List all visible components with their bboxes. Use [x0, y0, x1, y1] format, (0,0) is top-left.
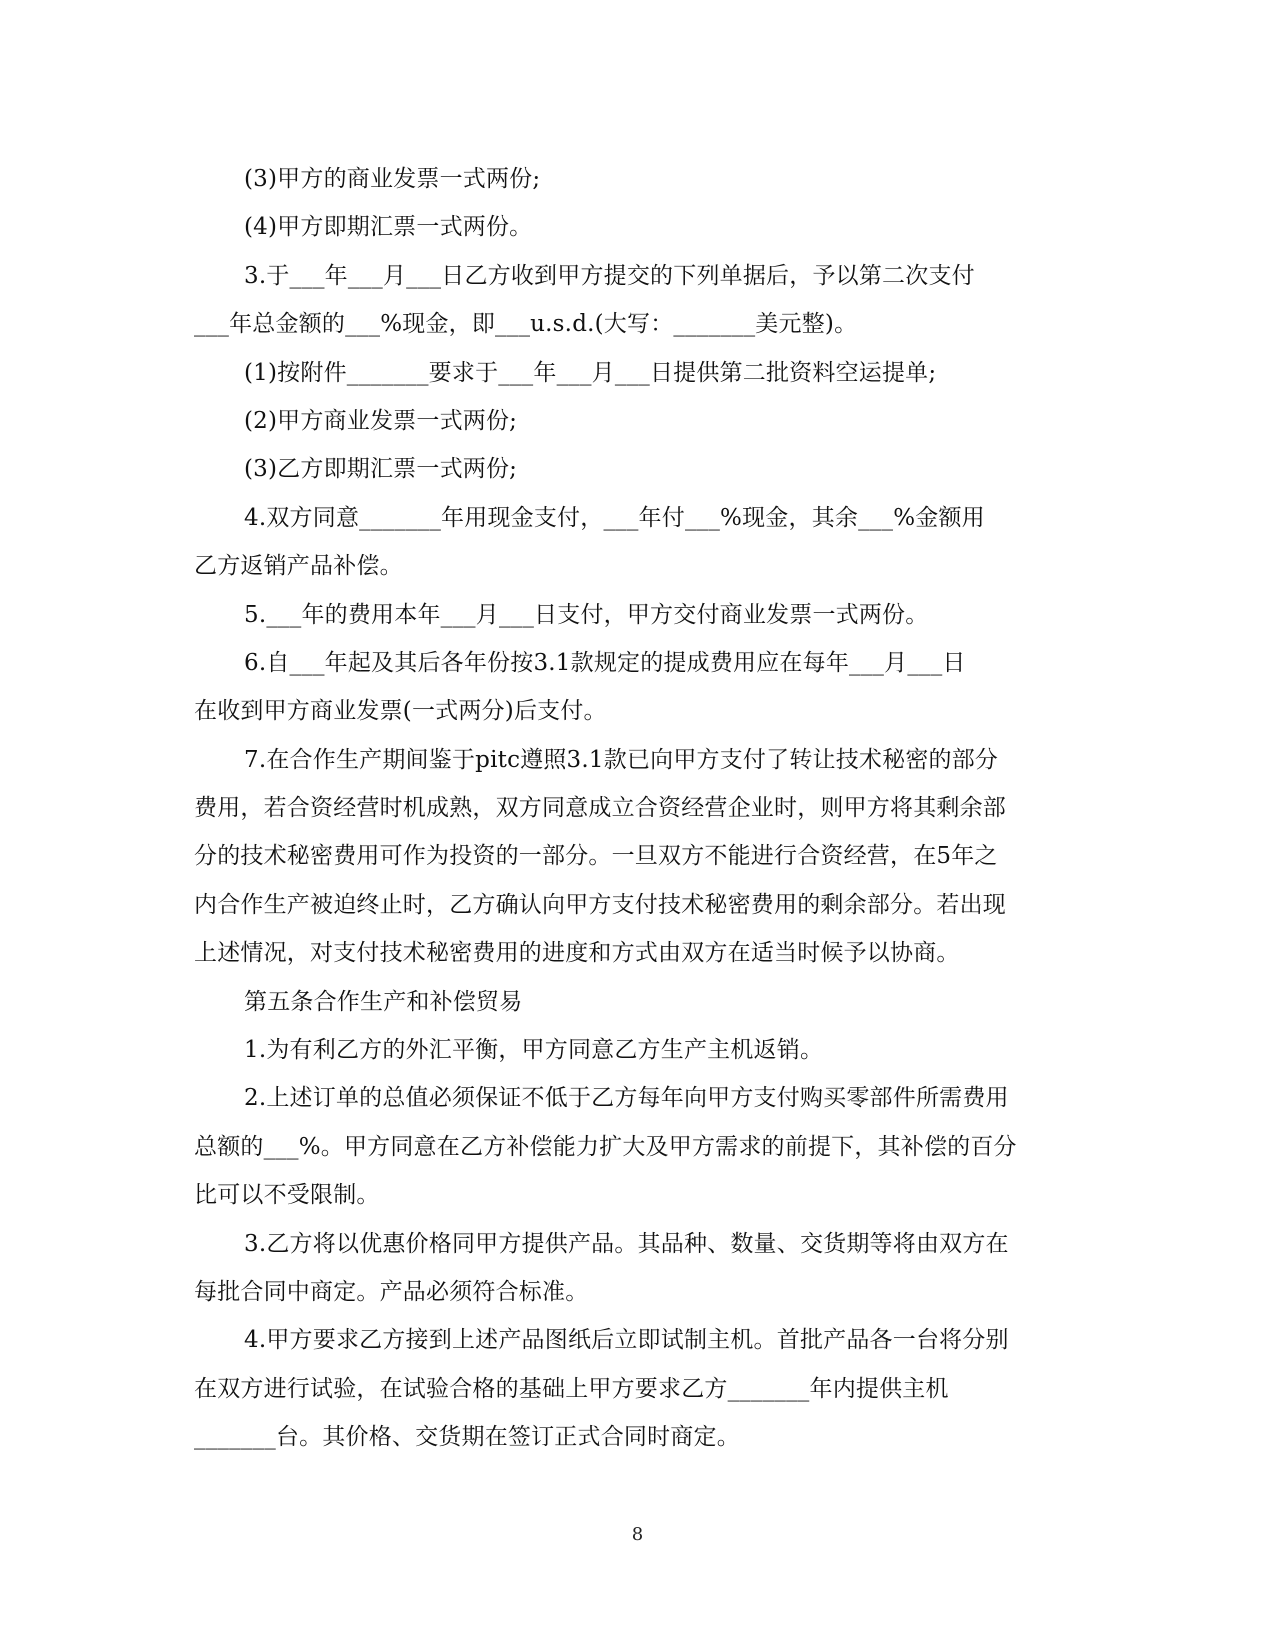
text-line: 1.为有利乙方的外汇平衡，甲方同意乙方生产主机返销。: [244, 1037, 824, 1064]
text-line: 总额的___%。甲方同意在乙方补偿能力扩大及甲方需求的前提下，其补偿的百分: [194, 1133, 1017, 1160]
text-line: (3)乙方即期汇票一式两份;: [244, 456, 518, 483]
text-line: 4.双方同意_______年用现金支付，___年付___%现金，其余___%金额用: [244, 504, 985, 531]
text-line: 乙方返销产品补偿。: [194, 553, 403, 580]
section-heading: 第五条合作生产和补偿贸易: [244, 988, 523, 1015]
text-line: 2.上述订单的总值必须保证不低于乙方每年向甲方支付购买零部件所需费用: [244, 1085, 1009, 1112]
text-line: 3.于___年___月___日乙方收到甲方提交的下列单据后，予以第二次支付: [244, 262, 975, 289]
text-line: 在收到甲方商业发票(一式两分)后支付。: [194, 698, 607, 725]
text-line: 7.在合作生产期间鉴于pitc遵照3.1款已向甲方支付了转让技术秘密的部分: [244, 746, 999, 773]
text-line: ___年总金额的___%现金，即___u.s.d.(大写：_______美元整)。: [194, 311, 858, 338]
text-line: 6.自___年起及其后各年份按3.1款规定的提成费用应在每年___月___日: [244, 649, 966, 676]
text-line: 5.___年的费用本年___月___日支付，甲方交付商业发票一式两份。: [244, 601, 929, 628]
text-line: 4.甲方要求乙方接到上述产品图纸后立即试制主机。首批产品各一台将分别: [244, 1327, 1009, 1354]
text-line: 费用，若合资经营时机成熟，双方同意成立合资经营企业时，则甲方将其剩余部: [194, 795, 1006, 822]
text-line: 比可以不受限制。: [194, 1182, 380, 1209]
text-line: (4)甲方即期汇票一式两份。: [244, 214, 533, 241]
text-line: (2)甲方商业发票一式两份;: [244, 407, 518, 434]
text-line: 每批合同中商定。产品必须符合标准。: [194, 1278, 589, 1305]
text-line: 上述情况，对支付技术秘密费用的进度和方式由双方在适当时候予以协商。: [194, 940, 960, 967]
text-line: (3)甲方的商业发票一式两份;: [244, 166, 541, 192]
text-line: 在双方进行试验，在试验合格的基础上甲方要求乙方_______年内提供主机: [194, 1375, 949, 1402]
text-line: 内合作生产被迫终止时，乙方确认向甲方支付技术秘密费用的剩余部分。若出现: [194, 891, 1006, 918]
page-number: 8: [631, 1524, 644, 1545]
text-line: _______台。其价格、交货期在签订正式合同时商定。: [194, 1424, 740, 1451]
document-body: [194, 155, 1082, 1462]
text-line: (1)按附件_______要求于___年___月___日提供第二批资料空运提单;: [244, 359, 937, 386]
text-line: 3.乙方将以优惠价格同甲方提供产品。其品种、数量、交货期等将由双方在: [244, 1230, 1009, 1257]
text-line: 分的技术秘密费用可作为投资的一部分。一旦双方不能进行合资经营，在5年之: [194, 843, 998, 870]
